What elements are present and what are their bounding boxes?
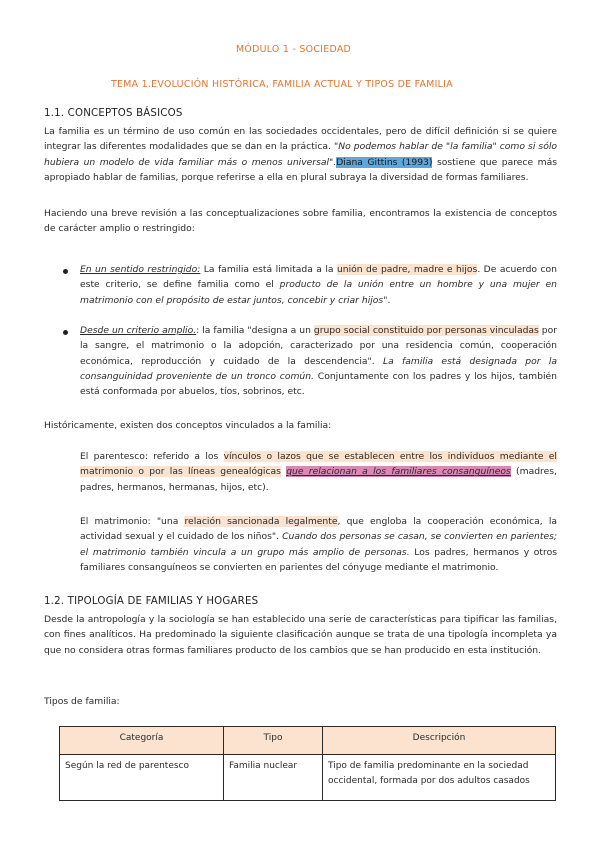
bullet-restricted: En un sentido restringido: La familia está limitada a la unión de padre, madre e hijos. De acuerdo con este criterio, se define familia como el producto de la unión entre un hombre y una mujer en matrimonio con el propósito de estar juntos, concebir y criar hijos". [80, 264, 557, 306]
paragraph-marriage: El matrimonio: "una relación sancionada legalmente, que engloba la cooperación económica, la actividad sexual y el cuidado de los niños". Cuando dos personas se casan, se convierten en parientes; el matrimonio también vincula a un grupo más amplio de personas. Los padres, hermanos y otros familiares consanguíneos se convierten en parientes del cónyuge mediante el matrimonio. [80, 516, 558, 573]
table-row [60, 755, 556, 801]
paragraph-review: Haciendo una breve revisión a las conceptualizaciones sobre familia, encontramos la existencia de conceptos de carácter amplio o restringido: [44, 208, 557, 235]
paragraph-family-types: Tipos de familia: [44, 696, 120, 707]
cell-type: Familia nuclear [224, 755, 323, 801]
paragraph-historic: Históricamente, existen dos conceptos vinculados a la familia: [44, 420, 332, 431]
bullet-broad: Desde un criterio amplio.: la familia "designa a un grupo social constituido por personas vinculadas por la sangre, el matrimonio o la adopción, caracterizado por una residencia común, cooperación económica, reproducción y cuidado de la descendencia". La familia está designada por la consanguinidad proveniente de un tronco común. Conjuntamente con los padres y los hijos, también está conformada por abuelos, tíos, sobrinos, etc. [80, 325, 558, 398]
topic-title: TEMA 1.EVOLUCIÓN HISTÓRICA, FAMILIA ACTUAL Y TIPOS DE FAMILIA [111, 79, 453, 90]
cell-category: Según la red de parentesco [60, 755, 224, 801]
family-types-table [59, 726, 556, 801]
module-title: MÓDULO 1 - SOCIEDAD [236, 44, 352, 55]
header-description: Descripción [323, 727, 556, 755]
paragraph-typology: Desde la antropología y la sociología se han establecido una serie de características para tipificar las familias, con fines analíticos. Ha predominado la siguiente clasificación aunque se trata de una tipología incompleta ya que no considera otras formas familiares producto de los cambios que se han producido en esta institución. [44, 614, 557, 656]
bullet-dot [63, 269, 68, 274]
header-category: Categoría [60, 727, 224, 755]
bullet-dot [63, 330, 68, 335]
table-header-row [60, 727, 556, 755]
paragraph-kinship: El parentesco: referido a los vínculos o lazos que se establecen entre los individuos mediante el matrimonio o por las líneas genealógicas que relacionan a los familiares consanguíneos (madres, padres, hermanos, hermanas, hijos, etc). [80, 451, 557, 493]
header-type: Tipo [224, 727, 323, 755]
paragraph-intro: La familia es un término de uso común en las sociedades occidentales, pero de difícil definición si se quiere integrar las diferentes modalidades que se dan en la práctica. "No podemos hablar de "la familia" como si sólo hubiera un modelo de vida familiar más o menos universal".Diana Gittins (1993) sostiene que parece más apropiado hablar de familias, porque referirse a ella en plural subraya la diversidad de formas familiares. [44, 126, 557, 183]
section-heading-1-2: 1.2. TIPOLOGÍA DE FAMILIAS Y HOGARES [44, 596, 259, 607]
section-heading-1-1: 1.1. CONCEPTOS BÁSICOS [44, 108, 183, 119]
cell-description: Tipo de familia predominante en la sociedad occidental, formada por dos adultos casados [323, 755, 556, 801]
